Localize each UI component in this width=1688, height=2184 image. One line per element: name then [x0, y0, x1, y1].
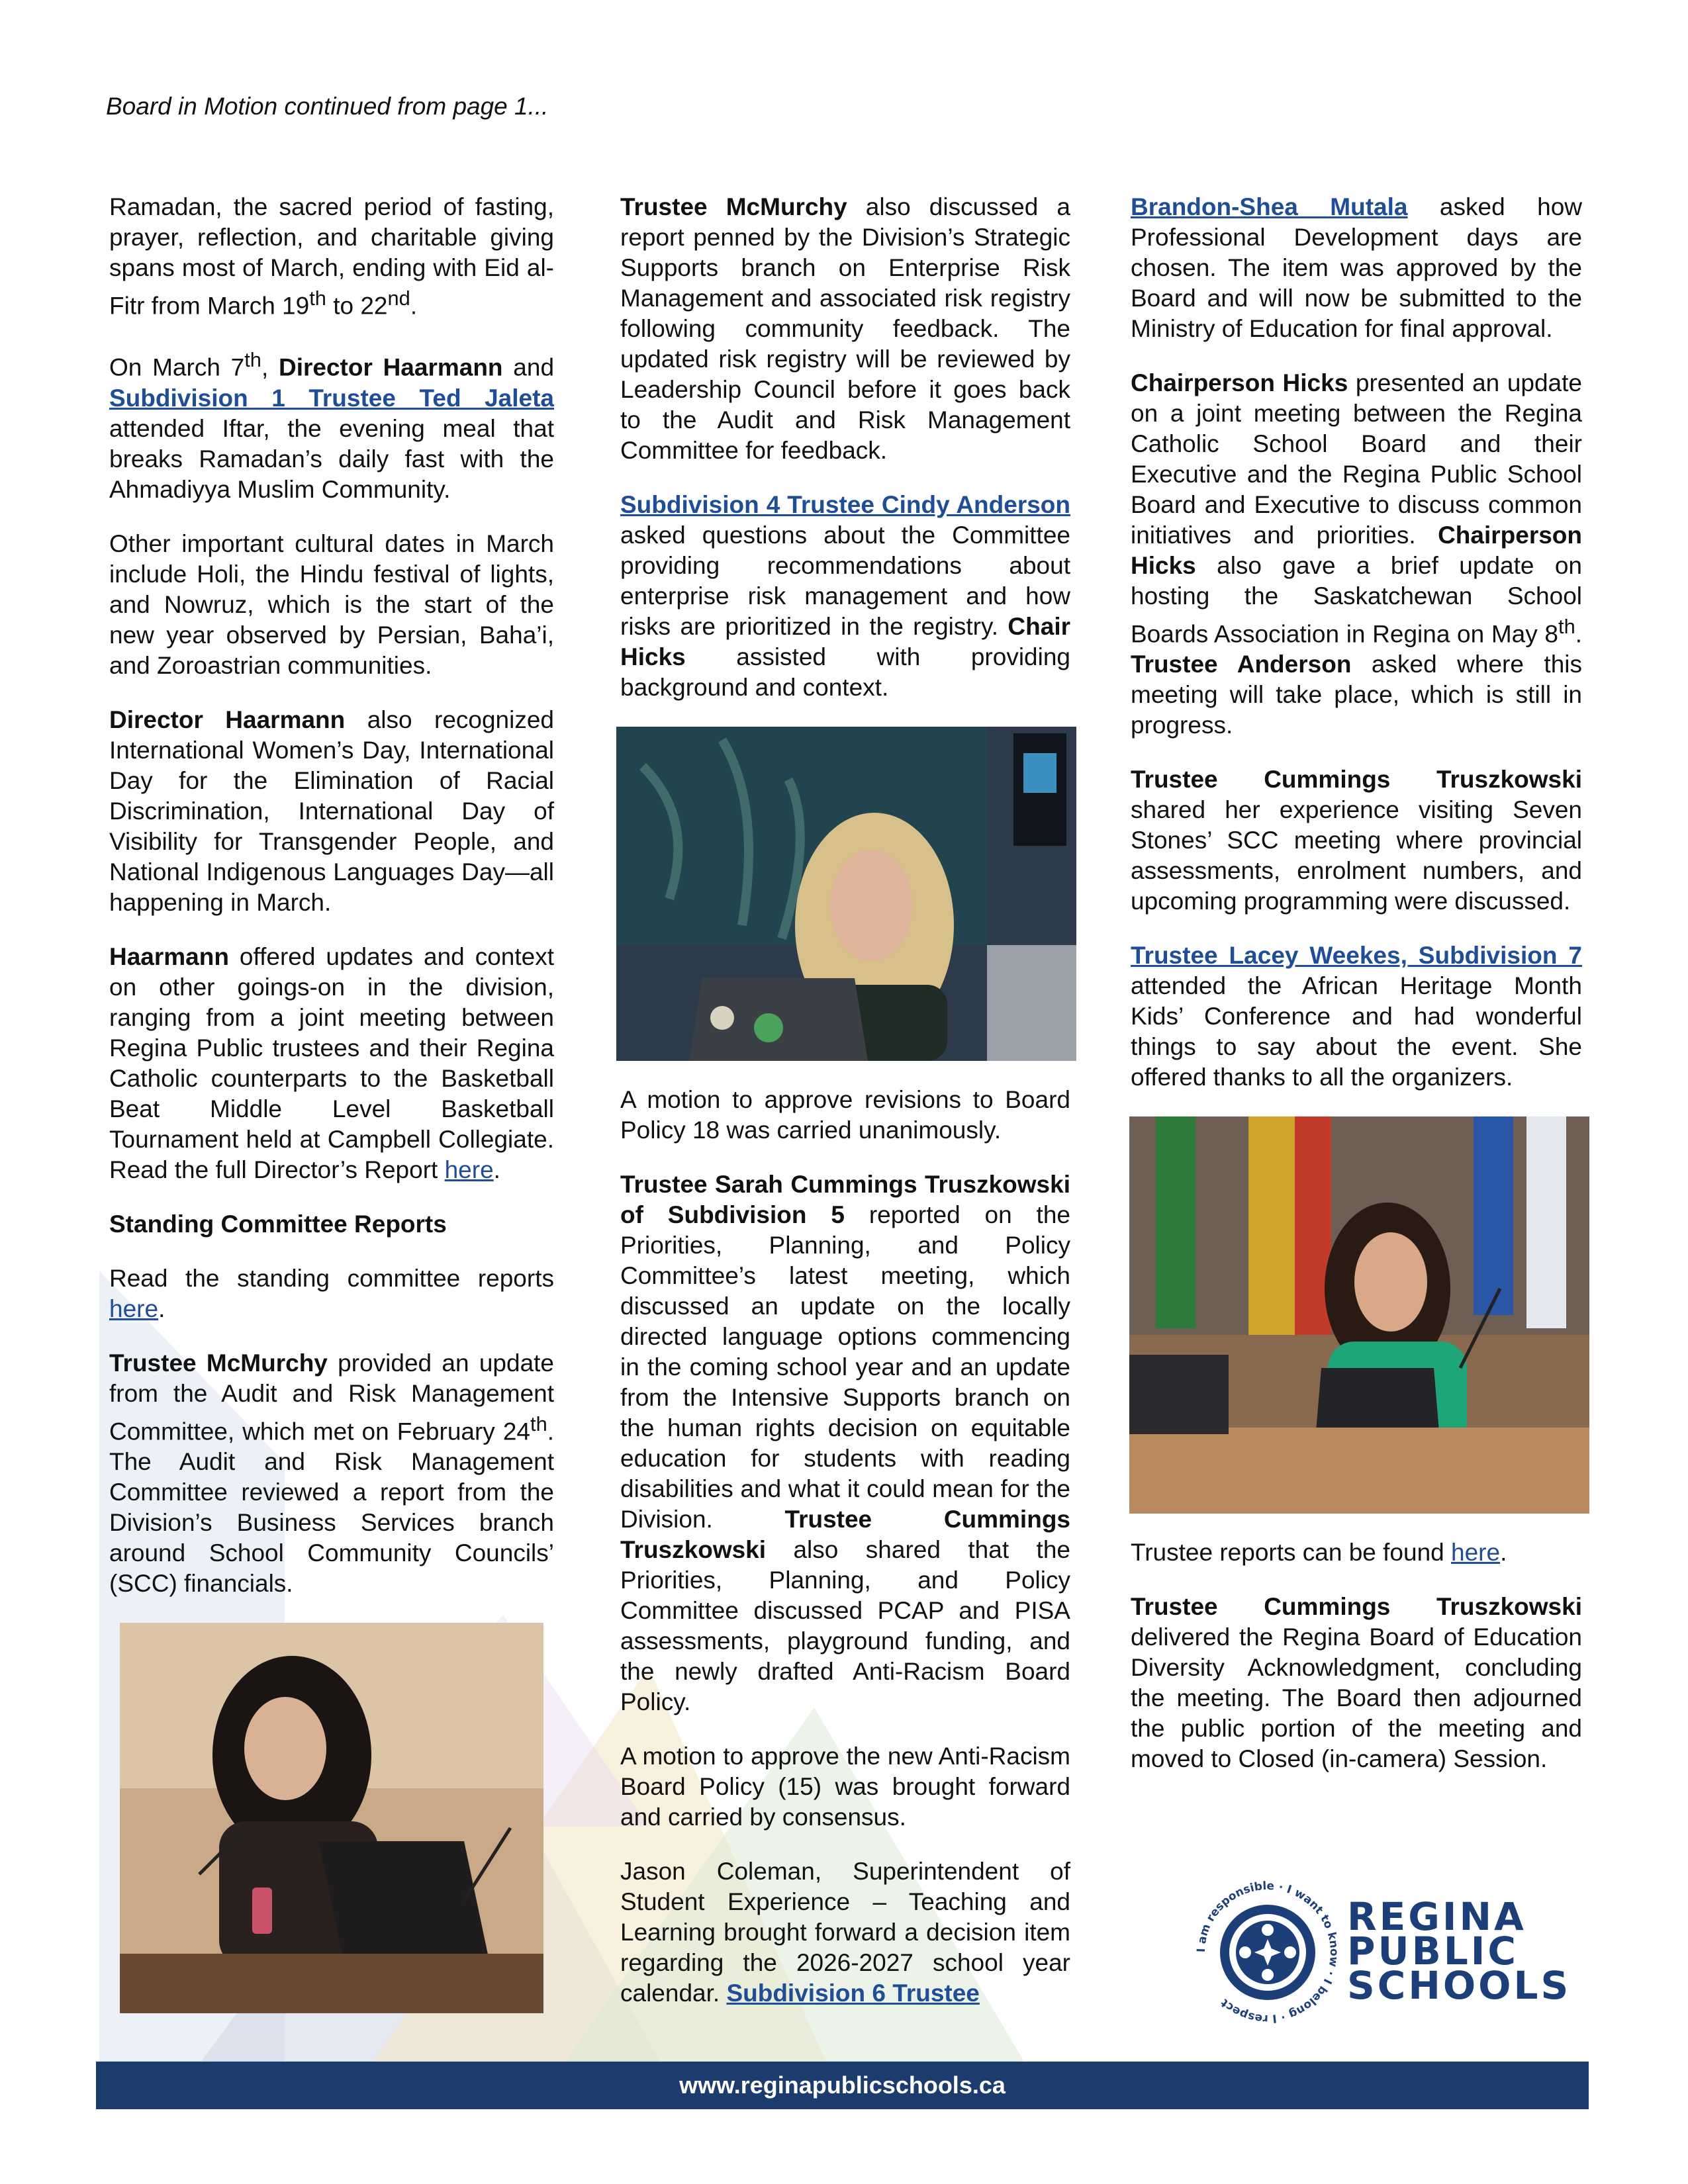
paragraph-ramadan: Ramadan, the sacred period of fasting, prayer, reflection, and charitable giving spans most of March, ending with Eid al-Fitr from March 19th to 22nd. [109, 193, 554, 320]
photo-trustee-laptop [120, 1623, 543, 2013]
paragraph-school-calendar: Jason Coleman, Superintendent of Student Experience – Teaching and Learning brought forward a decision item regarding the 2026-2027 school year calendar. Subdivision 6 Trustee [620, 1858, 1070, 2007]
trustee-jaleta-link[interactable]: Subdivision 1 Trustee Ted Jaleta [109, 384, 554, 412]
paragraph-anti-racism-policy: A motion to approve the new Anti-Racism Board Policy (15) was brought forward and carried by consensus. [620, 1743, 1070, 1831]
paragraph-priorities-committee: Trustee Sarah Cummings Truszkowski of Subdivision 5 reported on the Priorities, Planning, and Policy Committee’s latest meeting, which discussed an update on the locally directed language options commencing in the coming school year and an update from the Intensive Supports branch on the human rights decision on equitable education for students with reading disabilities and what it could mean for the Division. Trustee Cummings Truszkowski also shared that the Priorities, Planning, and Policy Committee discussed PCAP and PISA assessments, playground funding, and the newly drafted Anti-Racism Board Policy. [620, 1171, 1070, 1715]
trustee-subdivision-6-link[interactable]: Subdivision 6 Trustee [726, 1979, 980, 2007]
paragraph-committee-reports: Read the standing committee reports here. [109, 1264, 554, 1322]
column-3 [1131, 192, 1582, 1798]
paragraph-pd-days: Brandon-Shea Mutala asked how Professional Development days are chosen. The item was approved by the Board and will now be submitted to the Ministry of Education for final approval. [1131, 193, 1582, 342]
standing-committee-heading: Standing Committee Reports [109, 1210, 447, 1238]
trustee-anderson-link[interactable]: Subdivision 4 Trustee Cindy Anderson [620, 491, 1070, 518]
trustee-weekes-link[interactable]: Trustee Lacey Weekes, Subdivision 7 [1131, 942, 1582, 970]
paragraph-joint-meeting: Chairperson Hicks presented an update on a joint meeting between the Regina Catholic School Board and their Executive and the Regina Public School Board and Executive to discuss common initiatives and priorities. Chairperson Hicks also gave a brief update on hosting the Saskatchewan School Boards Association in Regina on May 8th. Trustee Anderson asked where this meeting will take place, which is still in progress. [1131, 369, 1582, 739]
regina-public-schools-logo [1195, 1873, 1571, 2032]
paragraph-audit-committee: Trustee McMurchy provided an update from the Audit and Risk Management Committee, which met on February 24th. The Audit and Risk Management Committee reviewed a report from the Division’s Business Services branch around School Community Councils’ (SCC) financials. [109, 1349, 555, 1597]
director-report-link[interactable]: here [444, 1156, 494, 1183]
footer-bar [96, 2062, 1589, 2109]
photo-trustee-anderson [616, 727, 1076, 1061]
paragraph-diversity-acknowledgment: Trustee Cummings Truszkowski delivered the Regina Board of Education Diversity Acknowledgment, concluding the meeting. The Board then adjourned the public portion of the meeting and moved to Closed (in-camera) Session. [1131, 1593, 1582, 1773]
paragraph-seven-stones: Trustee Cummings Truszkowski shared her experience visiting Seven Stones’ SCC meeting where provincial assessments, enrolment numbers, and upcoming programming were discussed. [1131, 766, 1582, 915]
paragraph-policy-18: A motion to approve revisions to Board Policy 18 was carried unanimously. [620, 1086, 1070, 1144]
logo-ring-text: I am responsible · I want to know · I belong · I respect [1195, 1879, 1340, 2026]
committee-reports-link[interactable]: here [109, 1295, 159, 1322]
logo-wordmark: REGINA PUBLIC SCHOOLS [1347, 1894, 1571, 2008]
paragraph-anderson-questions: Subdivision 4 Trustee Cindy Anderson asked questions about the Committee providing recommendations about enterprise risk management and how risks are prioritized in the registry. Chair Hicks assisted with providing background and context. [620, 491, 1070, 701]
paragraph-director-report: Haarmann offered updates and context on other goings-on in the division, ranging from a joint meeting between Regina Public trustees and their Regina Catholic counterparts to the Basketball Beat Middle Level Basketball Tournament held at Campbell Collegiate. Read the full Director’s Report here. [109, 942, 554, 1183]
paragraph-african-heritage: Trustee Lacey Weekes, Subdivision 7 attended the African Heritage Month Kids’ Conference and had wonderful things to say about the event. She offered thanks to all the organizers. [1131, 942, 1582, 1091]
logo-emblem [1195, 1873, 1340, 2032]
paragraph-recognized-days: Director Haarmann also recognized International Women’s Day, International Day for the Elimination of Racial Discrimination, International Day of Visibility for Transgender People, and National Indigenous Languages Day—all happening in March. [109, 705, 554, 916]
column-2 [620, 192, 1070, 2032]
paragraph-cultural-dates: Other important cultural dates in March include Holi, the Hindu festival of lights, and Nowruz, which is the start of the new year observed by Persian, Baha’i, and Zoroastrian communities. [109, 529, 554, 679]
trustee-reports-link[interactable]: here [1451, 1539, 1501, 1567]
continued-header: Board in Motion continued from page 1... [106, 93, 549, 120]
column-1 [109, 192, 554, 2013]
paragraph-iftar: On March 7th, Director Haarmann and Subdivision 1 Trustee Ted Jaleta attended Iftar, the evening meal that breaks Ramadan’s daily fast with the Ahmadiyya Muslim Community. [109, 348, 555, 503]
trustee-mutala-link[interactable]: Brandon-Shea Mutala [1131, 193, 1408, 220]
paragraph-trustee-reports: Trustee reports can be found here. [1131, 1539, 1507, 1567]
website-link[interactable]: www.reginapublicschools.ca [679, 2071, 1006, 2099]
photo-trustee-weekes [1129, 1116, 1589, 1514]
paragraph-risk-management: Trustee McMurchy also discussed a report penned by the Division’s Strategic Supports branch on Enterprise Risk Management and associated risk registry following community feedback. The updated risk registry will be reviewed by Leadership Council before it goes back to the Audit and Risk Management Committee for feedback. [620, 193, 1070, 464]
